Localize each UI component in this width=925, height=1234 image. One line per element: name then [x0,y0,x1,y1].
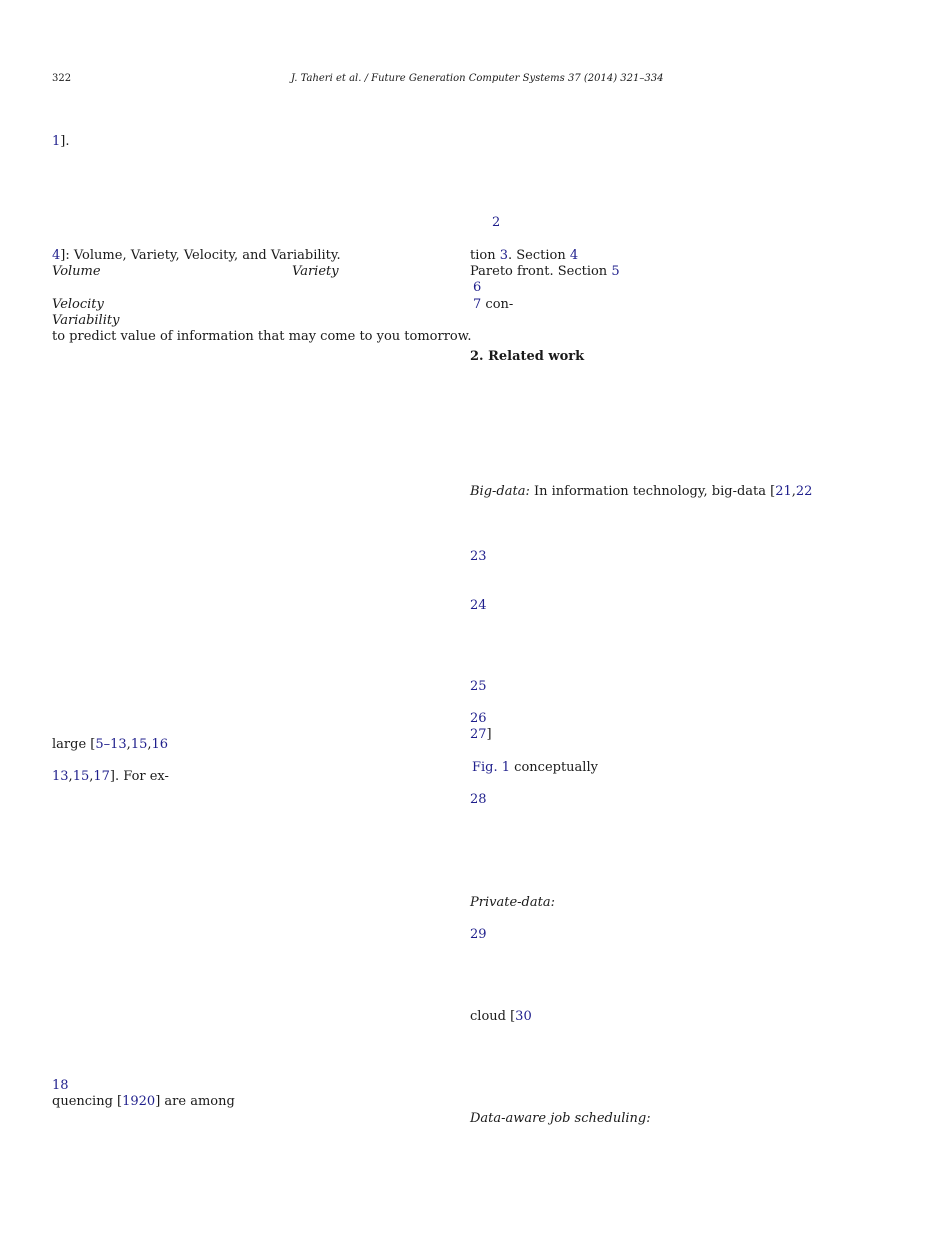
paragraph-label: Big-data: [470,484,530,499]
text: , [147,737,152,752]
right-line-cloud [470,1009,532,1025]
text: con- [481,297,514,312]
right-line-con [473,297,513,313]
citation-link[interactable]: 30 [515,1009,532,1024]
citation-link[interactable]: 18 [52,1078,69,1093]
paragraph-label: Data-aware job scheduling: [470,1111,651,1126]
term-volume: Volume [52,264,101,279]
citation-link[interactable]: 24 [470,598,487,613]
left-line-large [52,737,168,753]
citation-link[interactable]: 17 [93,769,110,784]
section-heading: 2. Related work [470,349,585,364]
figure-link[interactable]: Fig. 1 [472,760,511,775]
text: cloud [ [470,1009,516,1024]
text: Pareto front. Section [470,264,612,279]
paragraph-label: Private-data: [470,895,555,910]
citation-link[interactable]: 27 [470,727,487,742]
text: ]. [60,134,70,149]
text: , [89,769,94,784]
citation-link[interactable]: 26 [470,711,487,726]
citation-link[interactable]: 16 [151,737,169,752]
term-variability: Variability [52,313,120,328]
right-line-27 [470,727,492,743]
citation-link[interactable]: 22 [795,484,813,499]
citation-link[interactable]: 21 [775,484,792,499]
left-line-quencing [52,1094,235,1110]
page-number: 322 [52,73,72,84]
text: ]. For ex- [109,769,169,784]
section-link[interactable]: 6 [473,280,482,295]
text: In information technology, big-data [ [529,484,776,499]
text: ] are among [155,1094,235,1109]
citation-link[interactable]: 15 [130,737,148,752]
citation-link[interactable]: 1 [52,134,61,149]
left-line-example [52,769,169,785]
text: . Section [508,248,570,263]
citation-link[interactable]: 15 [72,769,90,784]
right-line-bigdata [470,484,812,500]
text: large [ [52,737,96,752]
citation-link[interactable]: 2 [492,215,501,230]
text: , [68,769,73,784]
text: tion [470,248,500,263]
citation-link[interactable]: 29 [470,927,487,942]
term-velocity: Velocity [52,297,104,312]
left-line-ref1 [52,134,70,150]
left-line-vvvv [52,248,341,264]
citation-link[interactable]: 25 [470,679,487,694]
right-line-pareto [470,264,620,280]
text: quencing [ [52,1094,123,1109]
citation-link[interactable]: 13 [52,769,69,784]
text: , [126,737,131,752]
left-line-predict: to predict value of information that may come to you tomorrow. [52,329,472,344]
term-variety: Variety [292,264,339,279]
section-link[interactable]: 5 [611,264,620,279]
citation-link[interactable]: 23 [470,549,487,564]
text: , [791,484,796,499]
text: conceptually [510,760,598,775]
citation-link[interactable]: 5–13 [95,737,127,752]
text: ]: Volume, Variety, Velocity, and Variability. [60,248,341,263]
citation-link[interactable]: 4 [52,248,61,263]
section-link[interactable]: 3 [499,248,508,263]
right-line-tion [470,248,578,264]
text: ] [486,727,492,742]
right-line-fig [472,760,598,776]
section-link[interactable]: 7 [473,297,482,312]
citation-link[interactable]: 28 [470,792,487,807]
running-title: J. Taheri et al. / Future Generation Computer Systems 37 (2014) 321–334 [291,73,664,84]
section-link[interactable]: 4 [569,248,579,263]
citation-link[interactable]: 1920 [122,1094,156,1109]
